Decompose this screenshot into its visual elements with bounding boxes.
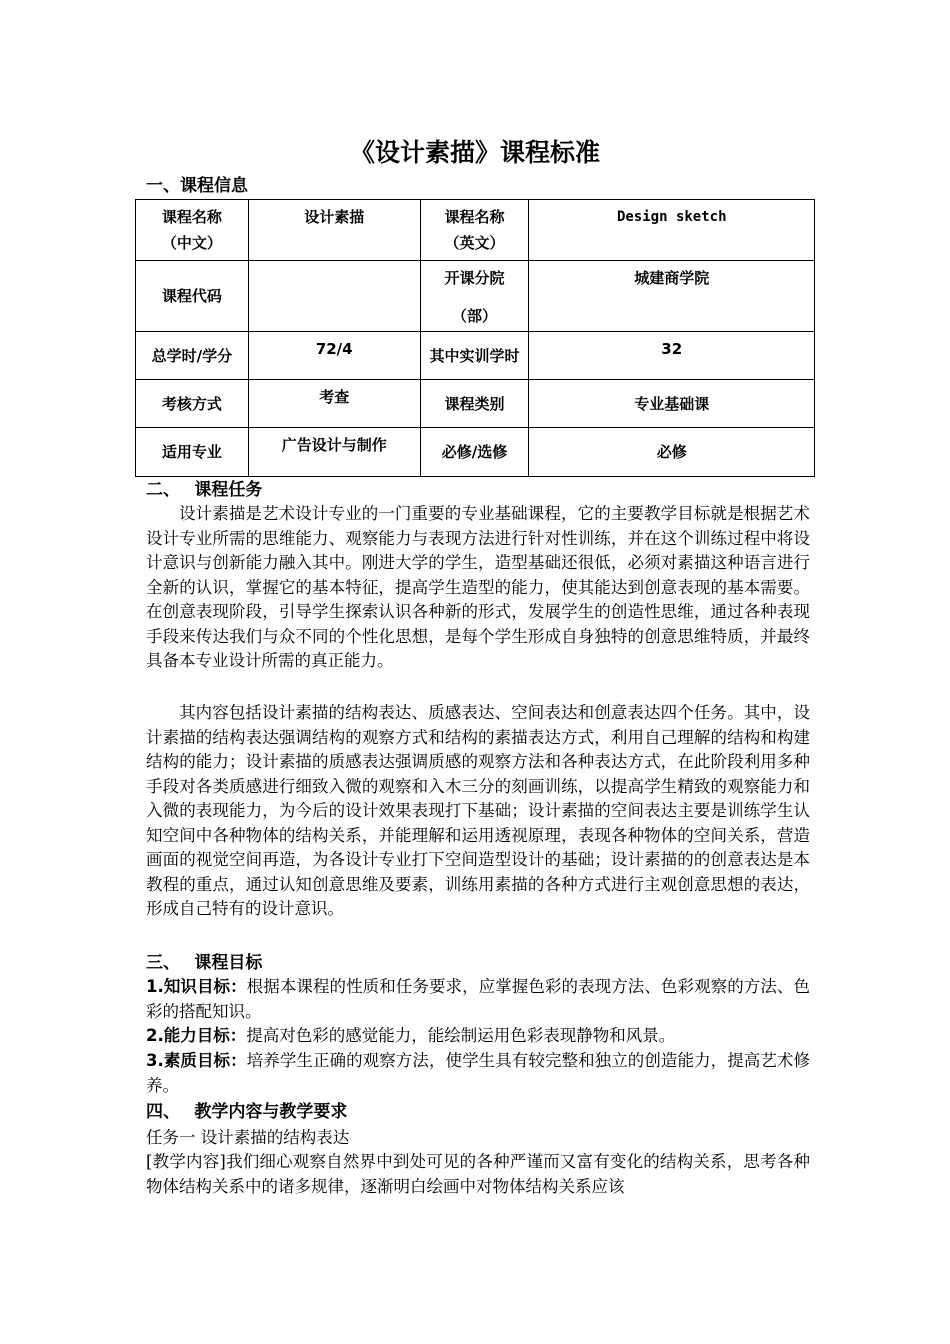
table-row [136,332,815,380]
table-cell [136,200,249,261]
cell-label: （中文） [161,234,222,252]
table-cell: 城建商学院 [529,261,815,332]
table-cell: 考核方式 [136,380,249,428]
section-heading-teaching-content: 四、 教学内容与教学要求 [146,1102,348,1122]
table-cell: 适用专业 [136,428,249,477]
table-cell [420,261,529,332]
table-row [136,380,815,428]
cell-label: 开课分院 [444,269,505,287]
goal-quality [146,1049,810,1098]
table-row [136,200,815,261]
table-cell: 必修 [529,428,815,477]
course-info-table [135,199,815,477]
table-cell: 广告设计与制作 [248,428,420,477]
task-one-heading: 任务一 设计素描的结构表达 [146,1128,350,1147]
table-cell: 课程类别 [420,380,529,428]
teaching-content-paragraph: [教学内容]我们细心观察自然界中到处可见的各种严谨而又富有变化的结构关系，思考各种物体结构关系中的诸多规律，逐渐明白绘画中对物体结构关系应该 [146,1152,810,1196]
table-cell: 32 [529,332,815,380]
table-cell: Design sketch [529,200,815,261]
goal-knowledge-text: 根据本课程的性质和任务要求，应掌握色彩的表现方法、色彩观察的方法、色彩的搭配知识。 [146,977,810,1021]
table-cell: 72/4 [248,332,420,380]
table-cell: 其中实训学时 [420,332,529,380]
section-heading-course-goals: 三、 课程目标 [146,953,263,973]
table-cell: 必修/选修 [420,428,529,477]
table-row [136,428,815,477]
section-heading-course-tasks: 二、 课程任务 [146,480,263,500]
table-cell: 设计素描 [248,200,420,261]
cell-label: （部） [452,307,498,325]
goal-quality-text: 培养学生正确的观察方法，使学生具有较完整和独立的创造能力，提高艺术修养。 [146,1051,810,1095]
goal-quality-label: 3.素质目标： [146,1051,247,1070]
table-cell: 考查 [248,380,420,428]
document-title: 《设计素描》课程标准 [349,138,600,167]
cell-label: 课程名称 [444,208,505,226]
table-cell [248,261,420,332]
section-heading-course-info: 一、课程信息 [146,176,248,196]
paragraph-course-tasks-1: 设计素描是艺术设计专业的一门重要的专业基础课程，它的主要教学目标就是根据艺术设计专业所需的思维能力、观察能力与表现方法进行针对性训练，并在这个训练过程中将设计意识与创新能力融入其中。刚进大学的学生，造型基础还很低，必须对素描这种语言进行全新的认识，掌握它的基本特征，提高学生造型的能力，使其能达到创意表现的基本需要。在创意表现阶段，引导学生探索认识各种新的形式，发展学生的创造性思维，通过各种表现手段来传达我们与众不同的个性化思想，是每个学生形成自身独特的创意思维特质，并最终具备本专业设计所需的真正能力。 [146,504,810,670]
table-cell: 总学时/学分 [136,332,249,380]
cell-label: 课程名称 [161,208,222,226]
table-row [136,261,815,332]
cell-label: （英文） [444,234,505,252]
table-cell: 专业基础课 [529,380,815,428]
goal-ability-text: 提高对色彩的感觉能力，能绘制运用色彩表现静物和风景。 [246,1026,676,1045]
goal-knowledge [146,975,810,1024]
goal-ability-label: 2.能力目标： [146,1026,247,1045]
paragraph-course-tasks-2: 其内容包括设计素描的结构表达、质感表达、空间表达和创意表达四个任务。其中，设计素描的结构表达强调结构的观察方式和结构的素描表达方式，利用自己理解的结构和构建结构的能力；设计素描的质感表达强调质感的观察方法和各种表达方式，在此阶段利用多种手段对各类质感进行细致入微的观察和入木三分的刻画训练，以提高学生精致的观察能力和入微的表现能力，为今后的设计效果表现打下基础；设计素描的空间表达主要是训练学生认知空间中各种物体的结构关系，并能理解和运用透视原理，表现各种物体的空间关系，营造画面的视觉空间再造，为各设计专业打下空间造型设计的基础；设计素描的的创意表达是本教程的重点，通过认知创意思维及要素，训练用素描的各种方式进行主观创意思想的表达，形成自己特有的设计意识。 [146,703,810,918]
goal-ability [146,1024,810,1049]
goal-knowledge-label: 1.知识目标： [146,977,247,996]
table-cell [420,200,529,261]
table-cell: 课程代码 [136,261,249,332]
